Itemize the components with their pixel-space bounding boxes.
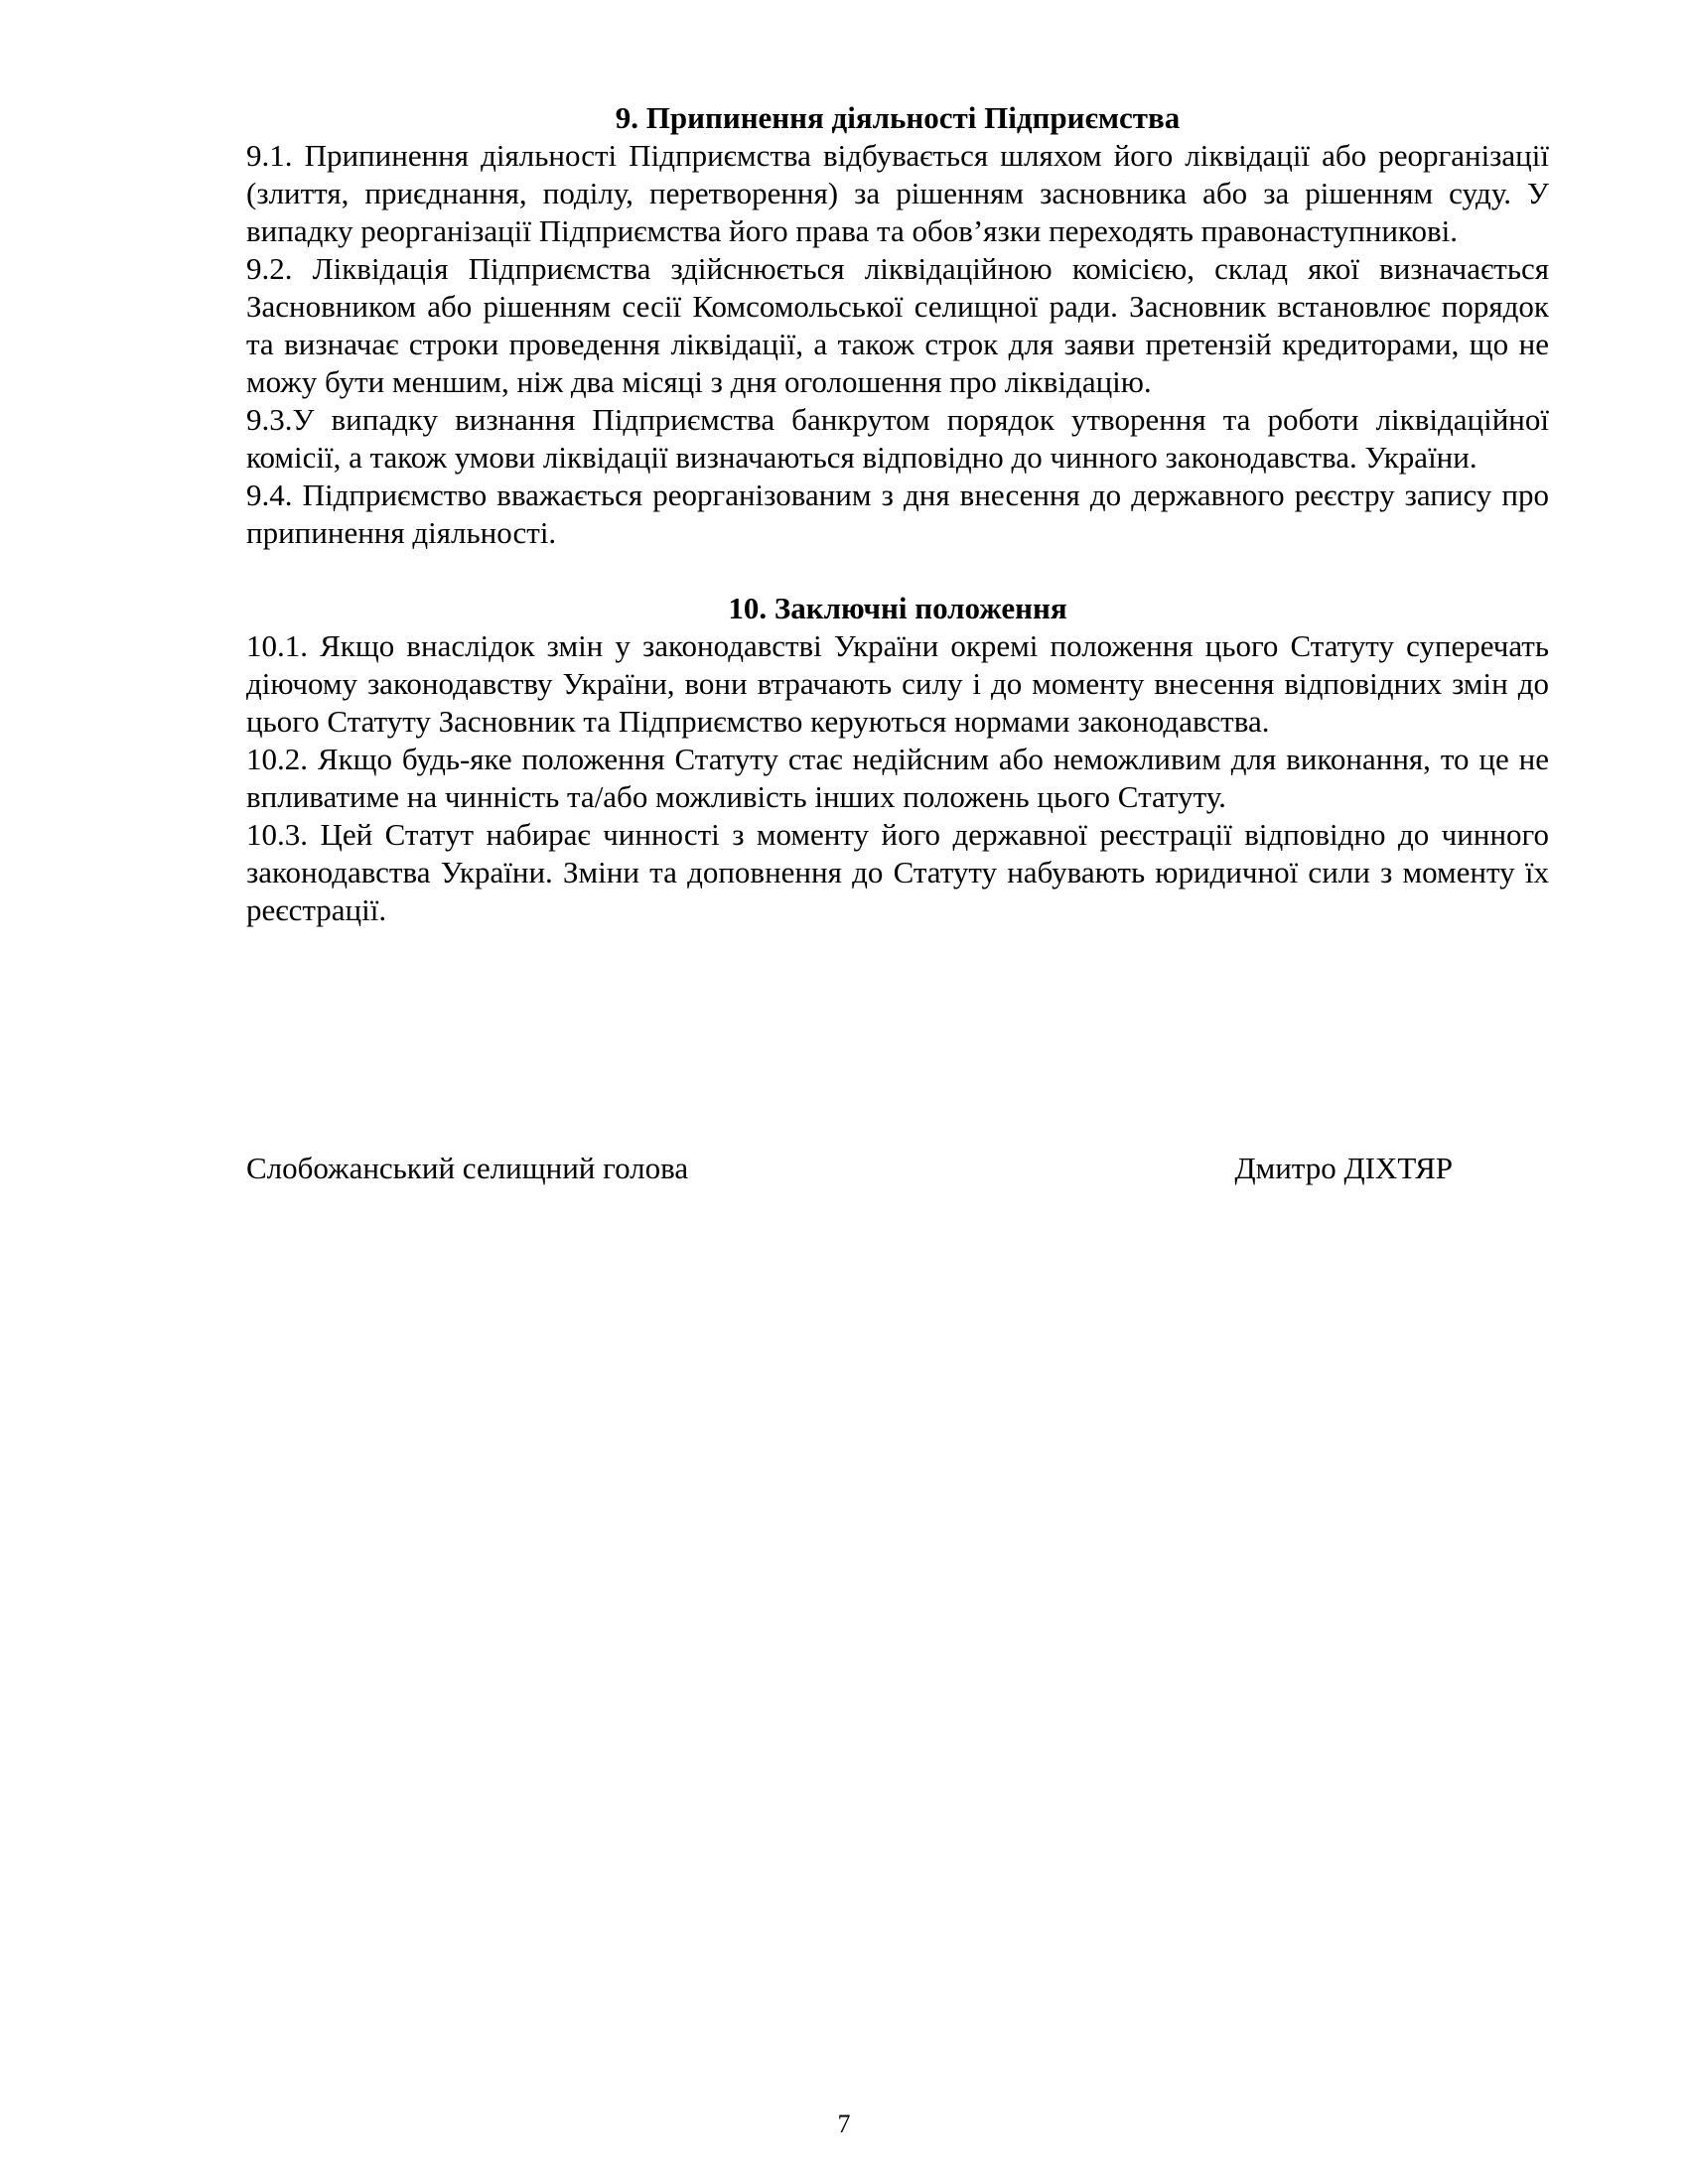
signatory-title: Слобожанський селищний голова: [246, 1151, 689, 1185]
paragraph-10-3: 10.3. Цей Статут набирає чинності з моменту його державної реєстрації відповідно до чинного законодавства України. Зміни та доповнення до Статуту набувають юридичної сили з моменту їх реєстрації.: [246, 817, 1549, 927]
signature-block: [246, 1150, 1453, 1187]
section-heading: 10. Заключні положення: [728, 591, 1067, 625]
paragraph-10-1: 10.1. Якщо внаслідок змін у законодавстві України окремі положення цього Статуту суперечать діючому законодавству України, вони втрачають силу і до моменту внесення відповідних змін до цього Статуту Засновник та Підприємство керуються нормами законодавства.: [246, 628, 1549, 739]
page-number: 7: [837, 2110, 851, 2138]
section-heading: 9. Припинення діяльності Підприємства: [615, 100, 1181, 135]
paragraph-9-4: 9.4. Підприємство вважається реорганізованим з дня внесення до державного реєстру запису про припинення діяльності.: [246, 478, 1549, 550]
paragraph-9-3: 9.3.У випадку визнання Підприємства банкрутом порядок утворення та роботи ліквідаційної комісії, а також умови ліквідації визначаються відповідно до чинного законодавства. України.: [246, 402, 1549, 475]
paragraph-10-2: 10.2. Якщо будь-яке положення Статуту стає недійсним або неможливим для виконання, то це не впливатиме на чинність та/або можливість інших положень цього Статуту.: [246, 742, 1549, 814]
section-final-provisions: [246, 590, 1549, 929]
paragraph-9-1: 9.1. Припинення діяльності Підприємства відбувається шляхом його ліквідації або реорганізації (злиття, приєднання, поділу, перетворення) за рішенням засновника або за рішенням суду. У випадку реорганізації Підприємства його права та обов’язки переходять правонаступникові.: [246, 138, 1549, 248]
paragraph-9-2: 9.2. Ліквідація Підприємства здійснюється ліквідаційною комісією, склад якої визначається Засновником або рішенням сесії Комсомольської селищної ради. Засновник встановлює порядок та визначає строки проведення ліквідації, а також строк для заяви претензій кредиторами, що не можу бути меншим, ніж два місяці з дня оголошення про ліквідацію.: [246, 251, 1549, 399]
document-body: [246, 99, 1549, 929]
section-termination: [246, 99, 1549, 552]
signatory-name: Дмитро ДІХТЯР: [1234, 1151, 1453, 1185]
